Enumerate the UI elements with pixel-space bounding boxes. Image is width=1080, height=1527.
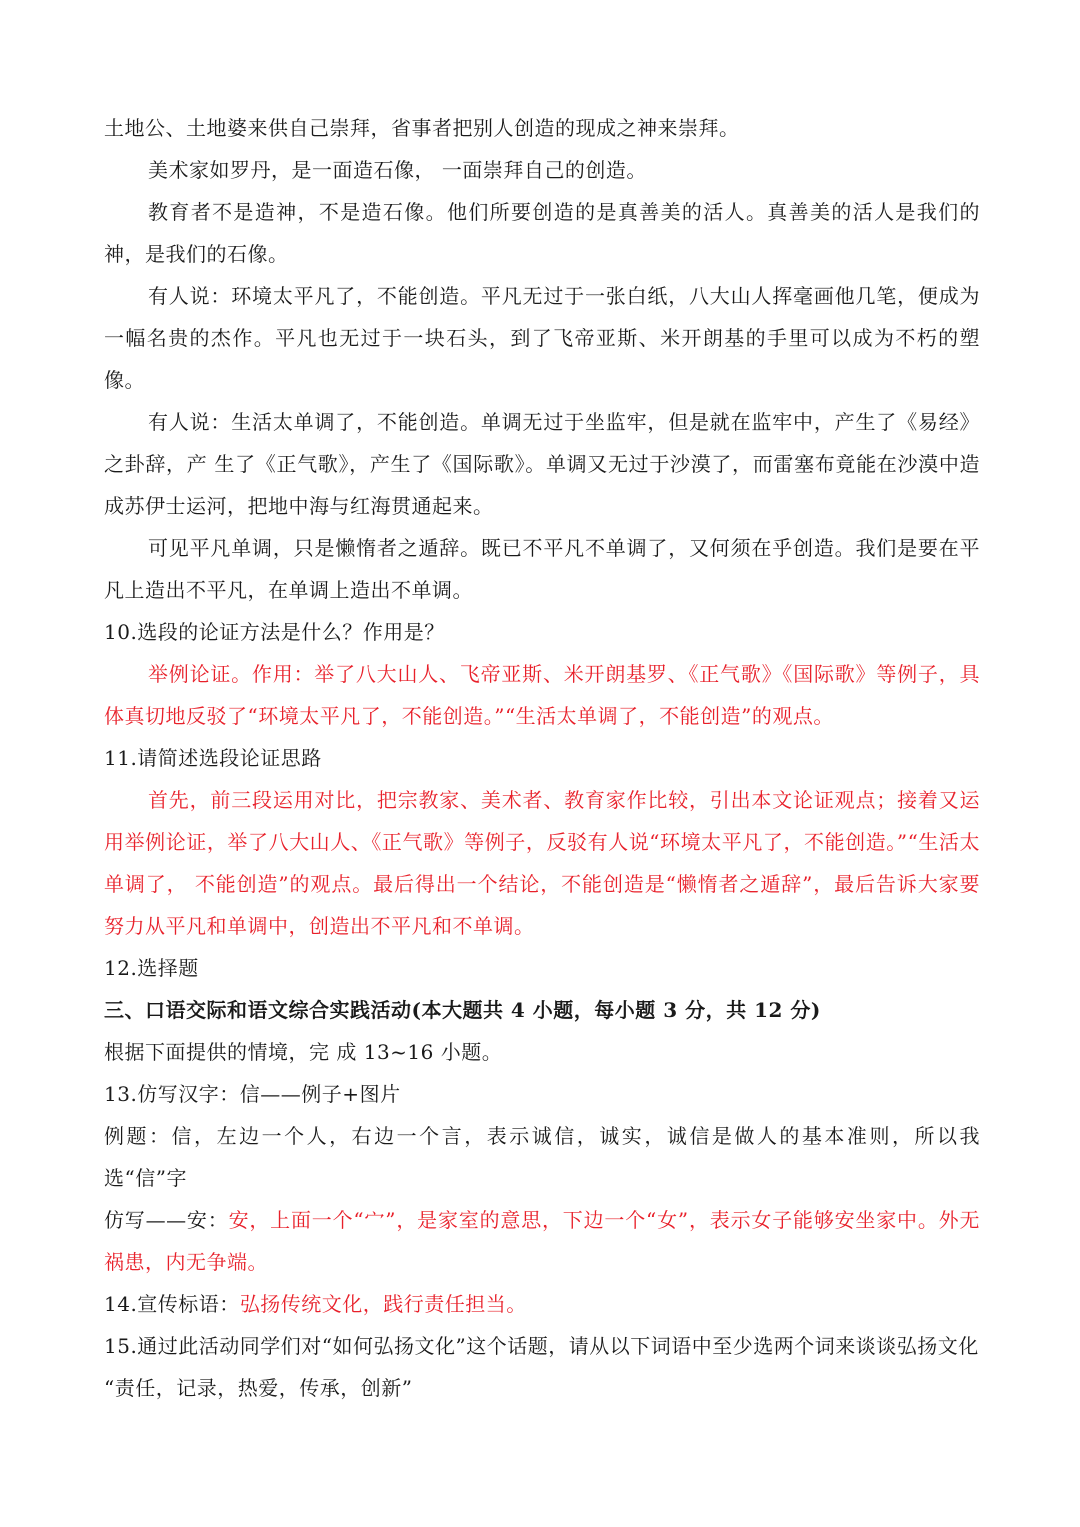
question-10: 10.选段的论证方法是什么？作用是？ [104,620,445,644]
question-11: 11.请简述选段论证思路 [104,746,322,770]
paragraph-6: 可见平凡单调，只是懒惰者之遁辞。既已不平凡不单调了，又何须在乎创造。我们是要在平凡上造出不平凡，在单调上造出不单调。 [104,536,980,602]
question-15: 15.通过此活动同学们对“如何弘扬文化”这个话题，请从以下词语中至少选两个词来谈谈弘扬文化 [104,1334,979,1358]
imitation-line [104,1199,980,1283]
imitation-answer: 安，上面一个“宀”，是家室的意思，下边一个“女”，表示女子能够安坐家中。外无祸患，内无争端。 [104,1208,980,1274]
paragraph-5: 有人说：生活太单调了，不能创造。单调无过于坐监牢，但是就在监牢中，产生了《易经》之卦辞，产 生了《正气歌》，产生了《国际歌》。单调又无过于沙漠了，而雷塞布竟能在沙漠中造成苏伊士运河，把地中海与红海贯通起来。 [104,410,980,518]
example-text: 例题：信，左边一个人，右边一个言，表示诚信，诚实，诚信是做人的基本准则，所以我选“信”字 [104,1124,980,1190]
imitation-label: 仿写——安： [104,1208,229,1232]
answer-10: 举例论证。作用：举了八大山人、飞帝亚斯、米开朗基罗、《正气歌》《国际歌》等例子，具体真切地反驳了“环境太平凡了，不能创造。”“生活太单调了，不能创造”的观点。 [104,662,980,728]
paragraph-1: 土地公、土地婆来供自己崇拜，省事者把别人创造的现成之神来崇拜。 [104,116,740,140]
paragraph-3: 教育者不是造神，不是造石像。他们所要创造的是真善美的活人。真善美的活人是我们的神，是我们的石像。 [104,200,980,266]
question-14 [104,1283,980,1325]
section-3-heading: 三、口语交际和语文综合实践活动(本大题共 4 小题，每小题 3 分，共 12 分) [104,998,821,1022]
section-3-intro: 根据下面提供的情境，完 成 13~16 小题。 [104,1040,503,1064]
question-12: 12.选择题 [104,956,199,980]
answer-11: 首先，前三段运用对比，把宗教家、美术者、教育家作比较，引出本文论证观点；接着又运用举例论证，举了八大山人、《正气歌》等例子，反驳有人说“环境太平凡了，不能创造。”“生活太单调了， 不能创造”的观点。最后得出一个结论，不能创造是“懒惰者之遁辞”，最后告诉大家要努力从平凡和单调中，创造出不平凡和不单调。 [104,788,980,938]
question-14-answer: 弘扬传统文化，践行责任担当。 [239,1292,527,1316]
question-14-label: 14.宣传标语： [104,1292,240,1316]
paragraph-2: 美术家如罗丹，是一面造石像， 一面崇拜自己的创造。 [148,158,647,182]
paragraph-4: 有人说：环境太平凡了，不能创造。平凡无过于一张白纸，八大山人挥毫画他几笔，便成为一幅名贵的杰作。平凡也无过于一块石头，到了飞帝亚斯、米开朗基的手里可以成为不朽的塑像。 [104,284,980,392]
question-15-words: “责任，记录，热爱，传承，创新” [104,1376,413,1400]
document-page [104,107,980,1409]
question-13: 13.仿写汉字：信——例子+图片 [104,1082,401,1106]
